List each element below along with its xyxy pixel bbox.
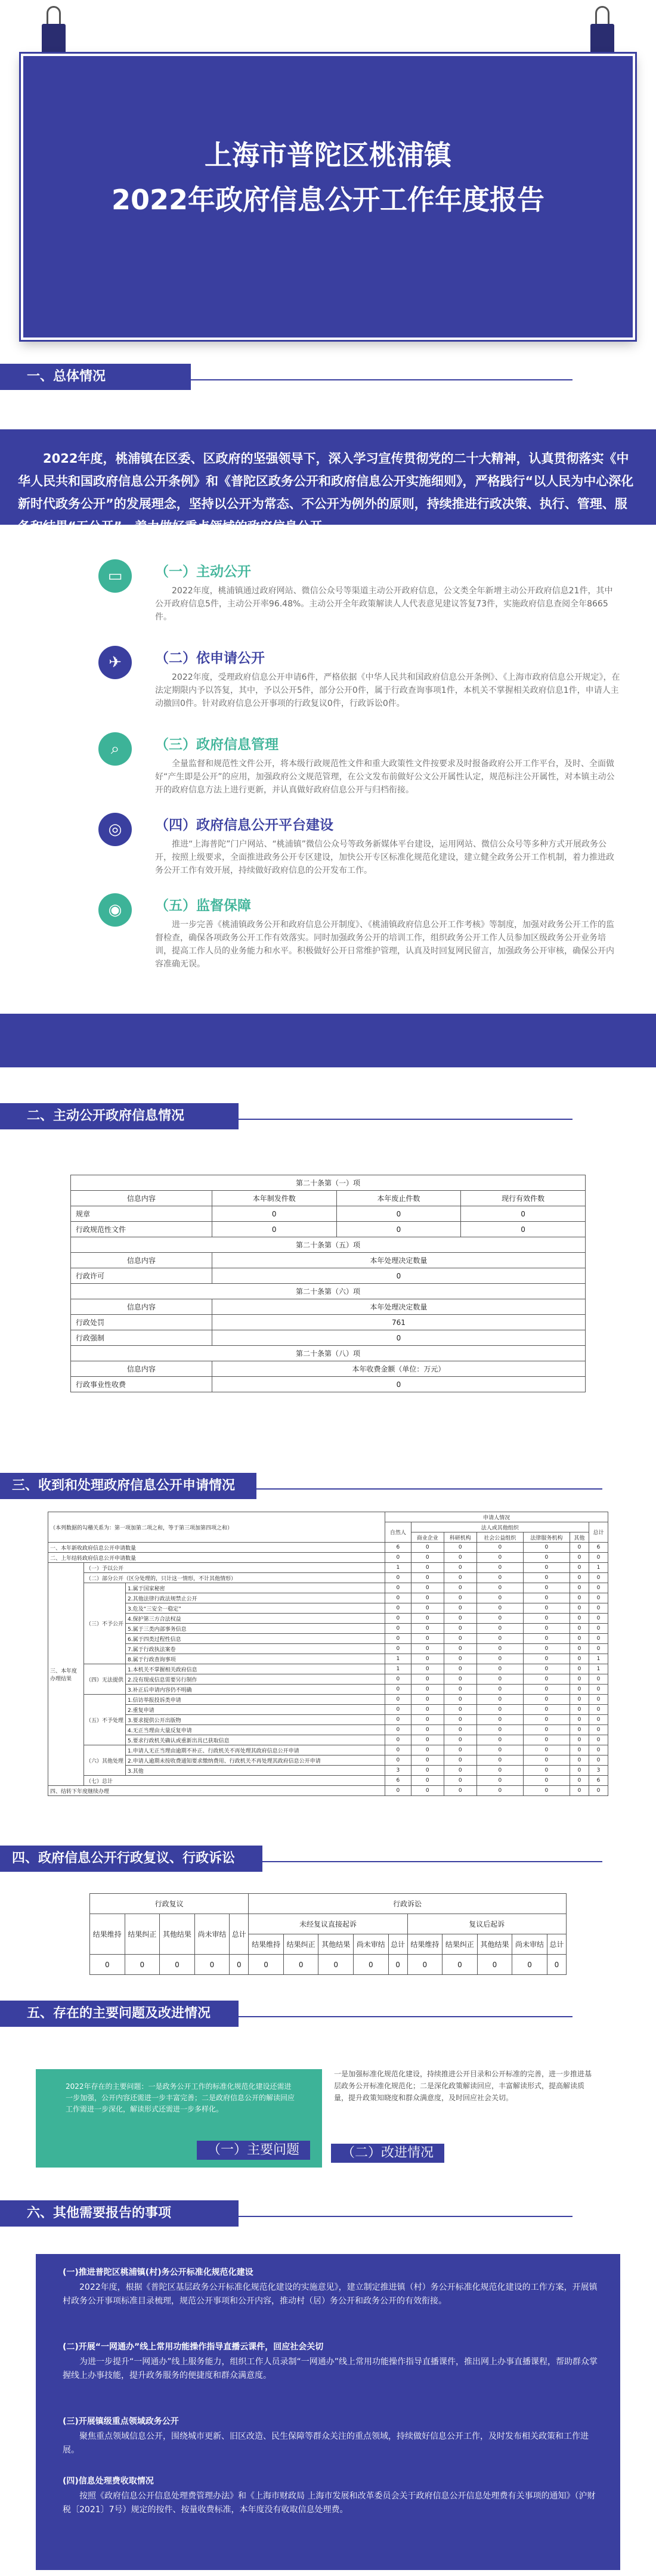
table-row: 3.补正后申请内容仍不明确 0 0 0 0 0 0 0 [48, 1685, 608, 1695]
item-title: （二）依申请公开 [155, 651, 265, 666]
divider-band [0, 1014, 656, 1067]
other-p2: 为进一步提升“一网通办”线上服务能力，组织工作人员录制“一网通办”线上常用功能操作指导直播课件，推出网上办事直播课程，帮助群众掌握线上办事技能，提升政务服务的便捷度和群众满意度。 [63, 2357, 598, 2380]
section-5-title: 五、存在的主要问题及改进情况 [0, 2001, 239, 2027]
other-h4: (四)信息处理费收取情况 [63, 2476, 154, 2486]
item-title: （五）监督保障 [155, 898, 251, 914]
other-p4: 按照《政府信息公开信息处理费管理办法》和《上海市财政局 上海市发展和改革委员会关于政府信息公开信息处理费有关事项的通知》（沪财税〔2021〕7号）规定的按件、按量收费标准，本年度没有收取信息处理费。 [63, 2491, 596, 2515]
section-4-title: 四、政府信息公开行政复议、行政诉讼 [0, 1846, 262, 1872]
table-row: 行政强制 0 [71, 1330, 586, 1346]
item-desc: 推进“上海普陀”门户网站、“桃浦镇”微信公众号等政务新媒体平台建设，运用网站、微信公众号等多种方式开展政务公开，按照上级要求，全面推进政务公开专区建设，加快公开专区标准化规范化建设，建立健全政务公开工作机制，着力推进政务公开工作有效开展，持续做好政府信息的公开发布工作。 [155, 840, 614, 875]
table-row: 2.申请人逾期未按收费通知要求缴纳费用、行政机关不再处理其政府信息公开申请 0 0 0 0 0 0 0 [48, 1755, 608, 1766]
table-row: 四、结转下年度继续办理 0 0 0 0 0 0 0 [48, 1786, 608, 1796]
table-row: 行政许可 0 [71, 1268, 586, 1284]
review-litigation-table: 行政复议 行政诉讼 结果维持 结果纠正 其他结果 尚未审结 总计 未经复议直接起诉 复议后起诉 结果维持 结果纠正 其他结果 尚未审结 总计 结果维持 结果纠正 其他结果 尚未审结 总计 0 0 0 0 0 0 0 0 0 0 0 0 0 0 0 [89, 1893, 567, 1975]
application-table: （本列数据的勾稽关系为：第一项加第二项之和，等于第三项加第四项之和） 申请人情况 自然人 法人或其他组织 总计 商业企业 科研机构 社会公益组织 法律服务机构 其他 一、本年新收政府信息公开申请数量 6 0 0 0 0 0 6 二、上年结转政府信息公开申请数量 0 0 0 0 0 0 0 三、本年度办理结果 （一）予以公开 1 0 0 0 0 0 1 （二）部分公开（区分处理的，只计这一情形，不计其他情形） 0 0 0 0 0 0 0 （三）不予公开 1.属于国家秘密 0 0 0 0 0 0 0 2.其他法律行政法规禁止公开 0 0 0 0 0 0 0 3.危及“三安全一稳定” 0 0 0 0 0 0 0 4.保护第三方合法权益 0 0 0 0 0 0 0 5.属于三类内部事务信息 0 0 0 0 0 0 0 6.属于四类过程性信息 0 0 0 0 0 0 0 7.属于行政执法案卷 0 0 0 0 0 0 0 8.属于行政查询事项 1 0 0 0 0 0 1 （四）无法提供 1.本机关不掌握相关政府信息 1 0 0 0 0 0 1 2.没有现成信息需要另行制作 0 0 0 0 0 0 0 3.补正后申请内容仍不明确 0 0 0 0 0 0 0 （五）不予处理 1.信访举报投诉类申请 0 0 0 0 0 0 0 2.重复申请 0 0 0 0 0 0 0 3.要求提供公开出版物 0 0 0 0 0 0 0 4.无正当理由大量反复申请 0 0 0 0 0 0 0 5.要求行政机关确认或重新出具已获取信息 0 0 0 0 0 0 0 （六）其他处理 1.申请人无正当理由逾期不补正、行政机关不再处理其政府信息公开申请 0 0 0 0 0 0 0 2.申请人逾期未按收费通知要求缴纳费用、行政机关不再处理其政府信息公开申请 0 0 0 0 0 0 0 3.其他 3 0 0 0 0 0 3 （七）总计 6 0 0 0 0 0 6 四、结转下年度继续办理 0 0 0 0 0 0 0 [48, 1512, 608, 1796]
table-row: 8.属于行政查询事项 1 0 0 0 0 0 1 [48, 1654, 608, 1664]
section-2-heading [0, 1103, 417, 1129]
section-1-title: 一、总体情况 [0, 364, 191, 390]
hero-banner [21, 54, 635, 340]
overview-text: 2022年度，桃浦镇在区委、区政府的坚强领导下，深入学习宣传贯彻党的二十大精神，认真贯彻落实《中华人民共和国政府信息公开条例》和《普陀区政务公开和政府信息公开实施细则》，严格践行“以人民为中心深化新时代政务公开”的发展理念，坚持以公开为常态、不公开为例外的原则，持续推进行政决策、执行、管理、服务和结果“五公开”，着力做好重点领域的政府信息公开。 [18, 451, 634, 534]
table-col: 信息内容 [71, 1191, 212, 1206]
table-col: 本年制发件数 [212, 1191, 336, 1206]
table-row: 5.属于三类内部事务信息 0 0 0 0 0 0 0 [48, 1624, 608, 1634]
section-5-heading [0, 2001, 417, 2027]
table-row: （七）总计 6 0 0 0 0 0 6 [48, 1776, 608, 1786]
table-header: 第二十条第（一）项 [71, 1175, 586, 1191]
table-row: 0 0 0 0 0 0 0 0 0 0 0 0 0 0 0 [90, 1955, 567, 1975]
improvements-tag: （二）改进情况 [331, 2144, 444, 2163]
proactive-table: 第二十条第（一）项 信息内容 本年制发件数 本年废止件数 现行有效件数 规章 0 0 0 行政规范性文件 0 0 0 第二十条第（五）项 信息内容 本年处理决定数量 行政许可 0 第二十条第（六）项 信息内容 本年处理决定数量 行政处罚 761 行政强制 0 第二十条第（八）项 信息内容 本年收费金额（单位：万元） 行政事业性收费 0 [70, 1175, 586, 1392]
table-row: （五）不予处理 1.信访举报投诉类申请 0 0 0 0 0 0 0 [48, 1695, 608, 1705]
table-col: 本年废止件数 [336, 1191, 461, 1206]
monitor-icon: ▭ [98, 559, 132, 593]
table-row: 一、本年新收政府信息公开申请数量 6 0 0 0 0 0 6 [48, 1543, 608, 1553]
item-title: （一）主动公开 [155, 564, 251, 580]
table-row: （二）部分公开（区分处理的，只计这一情形，不计其他情形） 0 0 0 0 0 0 0 [48, 1573, 608, 1583]
hanger-right [584, 0, 620, 57]
section-3-heading [0, 1473, 417, 1499]
other-p3: 聚焦重点领域信息公开，围绕城市更新、旧区改造、民生保障等群众关注的重点领域，持续做好信息公开工作，及时发布相关政策和工作进展。 [63, 2432, 589, 2455]
table-header: 第二十条第（五）项 [71, 1237, 586, 1253]
table-row: （三）不予公开 1.属于国家秘密 0 0 0 0 0 0 0 [48, 1583, 608, 1593]
table-row: 2.没有现成信息需要另行制作 0 0 0 0 0 0 0 [48, 1674, 608, 1685]
table-row: 2.重复申请 0 0 0 0 0 0 0 [48, 1705, 608, 1715]
table-row: 规章 0 0 0 [71, 1206, 586, 1222]
hanger-left [36, 0, 72, 57]
table-row: 行政处罚 761 [71, 1315, 586, 1330]
section-1-heading [0, 364, 417, 390]
problems-tag: （一）主要问题 [197, 2141, 310, 2160]
table-corner: （本列数据的勾稽关系为：第一项加第二项之和，等于第三项加第四项之和） [48, 1512, 385, 1543]
problems-text: 2022年存在的主要问题：一是政务公开工作的标准化规范化建设还需进一步加强，公开内容还需进一步丰富完善；二是政府信息公开的解读回应工作需进一步深化，解读形式还需进一步多样化。 [66, 2082, 295, 2113]
table-row: 3.危及“三安全一稳定” 0 0 0 0 0 0 0 [48, 1603, 608, 1614]
item-title: （三）政府信息管理 [155, 737, 279, 753]
table-row: 4.无正当理由大量反复申请 0 0 0 0 0 0 0 [48, 1725, 608, 1735]
rocket-icon: ✈ [98, 646, 132, 679]
table-row: 7.属于行政执法案卷 0 0 0 0 0 0 0 [48, 1644, 608, 1654]
table-row: 三、本年度办理结果 （一）予以公开 1 0 0 0 0 0 1 [48, 1563, 608, 1573]
section-6-heading [0, 2200, 417, 2227]
table-row: 行政事业性收费 0 [71, 1377, 586, 1392]
item-desc: 2022年度，桃浦镇通过政府网站、微信公众号等渠道主动公开政府信息，公文类全年新增主动公开政府信息21件，其中公开政府信息5件，主动公开率96.48%。主动公开全年政策解读人人代表意见建议答复73件，实施政府信息查阅全年8665件。 [155, 586, 613, 622]
hero-title-line1: 上海市普陀区桃浦镇 [205, 139, 451, 171]
table-row: （四）无法提供 1.本机关不掌握相关政府信息 1 0 0 0 0 0 1 [48, 1664, 608, 1674]
table-row: 3.其他 3 0 0 0 0 0 3 [48, 1766, 608, 1776]
table-row: 二、上年结转政府信息公开申请数量 0 0 0 0 0 0 0 [48, 1553, 608, 1563]
other-h1: (一)推进普陀区桃浦镇(村)务公开标准化规范化建设 [63, 2268, 253, 2277]
section-3-title: 三、收到和处理政府信息公开申请情况 [0, 1473, 256, 1499]
hero-title-line2: 2022年政府信息公开工作年度报告 [111, 184, 545, 216]
search-icon: ⌕ [98, 732, 132, 766]
table-row: （六）其他处理 1.申请人无正当理由逾期不补正、行政机关不再处理其政府信息公开申请 0 0 0 0 0 0 0 [48, 1745, 608, 1755]
section-4-heading [0, 1846, 417, 1872]
table-header: 第二十条第（八）项 [71, 1346, 586, 1361]
table-row: 4.保护第三方合法权益 0 0 0 0 0 0 0 [48, 1614, 608, 1624]
improvements-text: 一是加强标准化规范化建设，持续推进公开目录和公开标准的完善，进一步推进基层政务公开标准化规范化；二是深化政策解读回应，丰富解读形式，提高解读质量，提升政策知晓度和群众满意度，及时回应社会关切。 [334, 2070, 592, 2102]
table-header: 第二十条第（六）项 [71, 1284, 586, 1299]
item-title: （四）政府信息公开平台建设 [155, 818, 333, 833]
other-h2: (二)开展“一网通办”线上常用功能操作指导直播云课件，回应社会关切 [63, 2342, 324, 2352]
item-desc: 进一步完善《桃浦镇政务公开和政府信息公开制度》、《桃浦镇政府信息公开工作考核》等制度，加强对政务公开工作的监督检查，确保各项政务公开工作有效落实。同时加强政务公开的培训工作，组织政务公开工作人员参加区级政务公开业务培训，提高工作人员的业务能力和水平。积极做好公开日常维护管理，认真及时回复网民留言，加强政务公开审核，确保公开内容准确无误。 [155, 920, 614, 969]
shield-icon: ◉ [98, 893, 132, 927]
globe-icon: ◎ [98, 813, 132, 846]
section-6-title: 六、其他需要报告的事项 [0, 2200, 239, 2227]
item-desc: 全量监督和规范性文件公开，将本级行政规范性文件和重大政策性文件按要求及时报备政府公开工作平台，及时、全面做好“产生即是公开”的应用，加强政府公文规范管理，在公文发布前做好公文公开属性认定，规范标注公开属性，对本镇主动公开的政府信息方法上进行更新，并认真做好政府信息公开与归档衔接。 [155, 759, 615, 795]
item-desc: 2022年度，受理政府信息公开申请6件，严格依据《中华人民共和国政府信息公开条例》、《上海市政府信息公开规定》，在法定期限内予以答复，其中，予以公开5件，部分公开0件，属于行政查询事项1件，本机关不掌握相关政府信息1件，申请人主动撤回0件。针对政府信息公开事项的行政复议0件，行政诉讼0件。 [155, 673, 620, 708]
table-row: 6.属于四类过程性信息 0 0 0 0 0 0 0 [48, 1634, 608, 1644]
other-h3: (三)开展镇级重点领域政务公开 [63, 2417, 179, 2426]
table-row: 行政规范性文件 0 0 0 [71, 1222, 586, 1237]
table-row: 5.要求行政机关确认或重新出具已获取信息 0 0 0 0 0 0 0 [48, 1735, 608, 1745]
table-row: 2.其他法律行政法规禁止公开 0 0 0 0 0 0 0 [48, 1593, 608, 1603]
other-matters-box [36, 2254, 620, 2570]
other-p1: 2022年度，根据《普陀区基层政务公开标准化规范化建设的实施意见》，建立制定推进镇（村）务公开标准化规范化建设的工作方案，开展镇村政务公开事项标准目录梳理，规范公开事项和公开内容，推动村（居）务公开和政务公开的有效衔接。 [63, 2283, 598, 2306]
table-col: 现行有效件数 [461, 1191, 586, 1206]
table-row: 3.要求提供公开出版物 0 0 0 0 0 0 0 [48, 1715, 608, 1725]
section-2-title: 二、主动公开政府信息情况 [0, 1103, 239, 1129]
overview-band [0, 429, 656, 534]
